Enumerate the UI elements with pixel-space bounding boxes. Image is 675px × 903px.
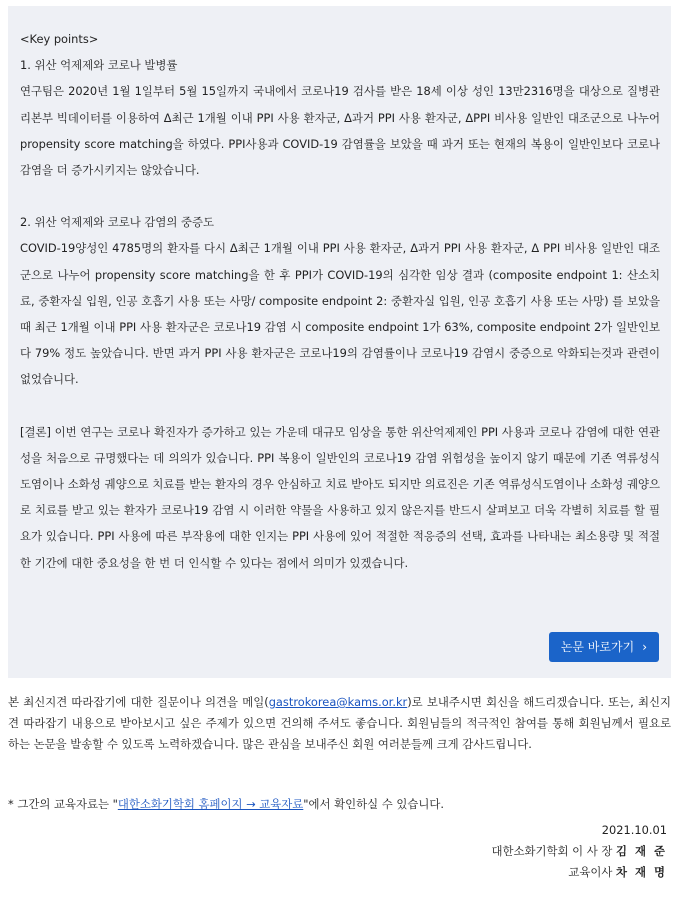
education-materials-link[interactable]: 대한소화기학회 홈페이지 → 교육자료: [117, 797, 304, 811]
signature-line-1: 대한소화기학회 이 사 장 김 재 준: [491, 844, 667, 858]
key-points-panel: [8, 6, 671, 678]
paper-link-label: 논문 바로가기: [560, 640, 635, 654]
section2-title: 2. 위산 억제제와 코로나 감염의 중증도: [20, 215, 215, 230]
paper-link-button[interactable]: [549, 632, 659, 662]
conclusion-text: [결론] 이번 연구는 코로나 확진자가 증가하고 있는 가운데 대규모 임상을 통한 위산억제제인 PPI 사용과 코로나 감염에 대한 연관성을 처음으로 규명했다는 데 의의가 있습니다. PPI 복용이 일반인의 코로나19 감염 위험성을 높이지 않기 때문에 기존 역류성식도염이나 소화성 궤양으로 치료를 받는 환자의 경우 안심하고 치료 받아도 되지만 의료진은 기존 역류성식도염이나 소화성 궤양으로 치료를 받고 있는 환자가 코로나19 감염 시 이러한 약물을 사용하고 있지 않은지를 반드시 살펴보고 더욱 각별히 치료를 할 필요가 있습니다. PPI 사용에 따른 부작용에 대한 인지는 PPI 사용에 있어 적절한 적응증의 선택, 효과를 나타내는 최소용량 및 적절한 기간에 대한 중요성을 한 번 더 인식할 수 있다는 점에서 의미가 있겠습니다.: [20, 424, 660, 570]
note-text-2: "에서 확인하실 수 있습니다.: [303, 797, 445, 811]
section1-body: 연구팀은 2020년 1월 1일부터 5월 15일까지 국내에서 코로나19 검사를 받은 18세 이상 성인 13만2316명을 대상으로 질병관리본부 빅데이터를 이용하여 Δ최근 1개월 이내 PPI 사용 환자군, Δ과거 PPI 사용 환자군, ΔPPI 비사용 일반인 대조군으로 나누어 propensity score matching을 하였다. PPI사용과 COVID-19 감염률을 보았을 때 과거 또는 현재의 복용이 일반인보다 코로나 감염을 더 증가시키지는 않았습니다.: [20, 84, 660, 178]
email-link[interactable]: gastrokorea@kams.or.kr: [268, 695, 408, 709]
key-points-content: [20, 26, 660, 576]
chevron-right-icon: ›: [642, 640, 647, 654]
signature-line-2: 교육이사 차 재 명: [568, 865, 667, 879]
section2-body: COVID-19양성인 4785명의 환자를 다시 Δ최근 1개월 이내 PPI 사용 환자군, Δ과거 PPI 사용 환자군, Δ PPI 비사용 일반인 대조군으로 나누어 propensity score matching을 한 후 PPI가 COVID-19의 심각한 임상 결과 (composite endpoint 1: 산소치료, 중환자실 입원, 인공 호흡기 사용 또는 사망/ composite endpoint 2: 중환자실 입원, 인공 호흡기 사용 또는 사망) 를 보았을 때 최근 1개월 이내 PPI 사용 환자군은 코로나19 감염 시 composite endpoint 1가 63%, composite endpoint 2가 일반인보다 79% 정도 높았습니다. 반면 과거 PPI 사용 환자군은 코로나19의 감염률이나 코로나19 감염시 중증으로 악화되는것과 관련이 없었습니다.: [20, 241, 660, 387]
signature-date: 2021.10.01: [601, 823, 667, 837]
education-note: [8, 794, 671, 814]
note-text-1: * 그간의 교육자료는 ": [8, 797, 118, 811]
footer-notice: [8, 692, 671, 755]
signature-block: [367, 820, 667, 883]
footer-text-1: 본 최신지견 따라잡기에 대한 질문이나 의견을 메일(: [8, 695, 269, 709]
footer-text-2: )로 보내주시면 회신을 해드리겠습니다. 또는, 최신지견 따라잡기 내용으로 받아보시고 싶은 주제가 있으면 건의해 주셔도 좋습니다. 회원님들의 적극적인 참여를 통해 회원님께서 필요로 하는 논문을 발송할 수 있도록 노력하겠습니다. 많은 관심을 보내주신 회원 여러분들께 크게 감사드립니다.: [8, 695, 671, 751]
section1-title: 1. 위산 억제제와 코로나 발병률: [20, 58, 178, 73]
key-points-header: <Key points>: [20, 32, 99, 46]
